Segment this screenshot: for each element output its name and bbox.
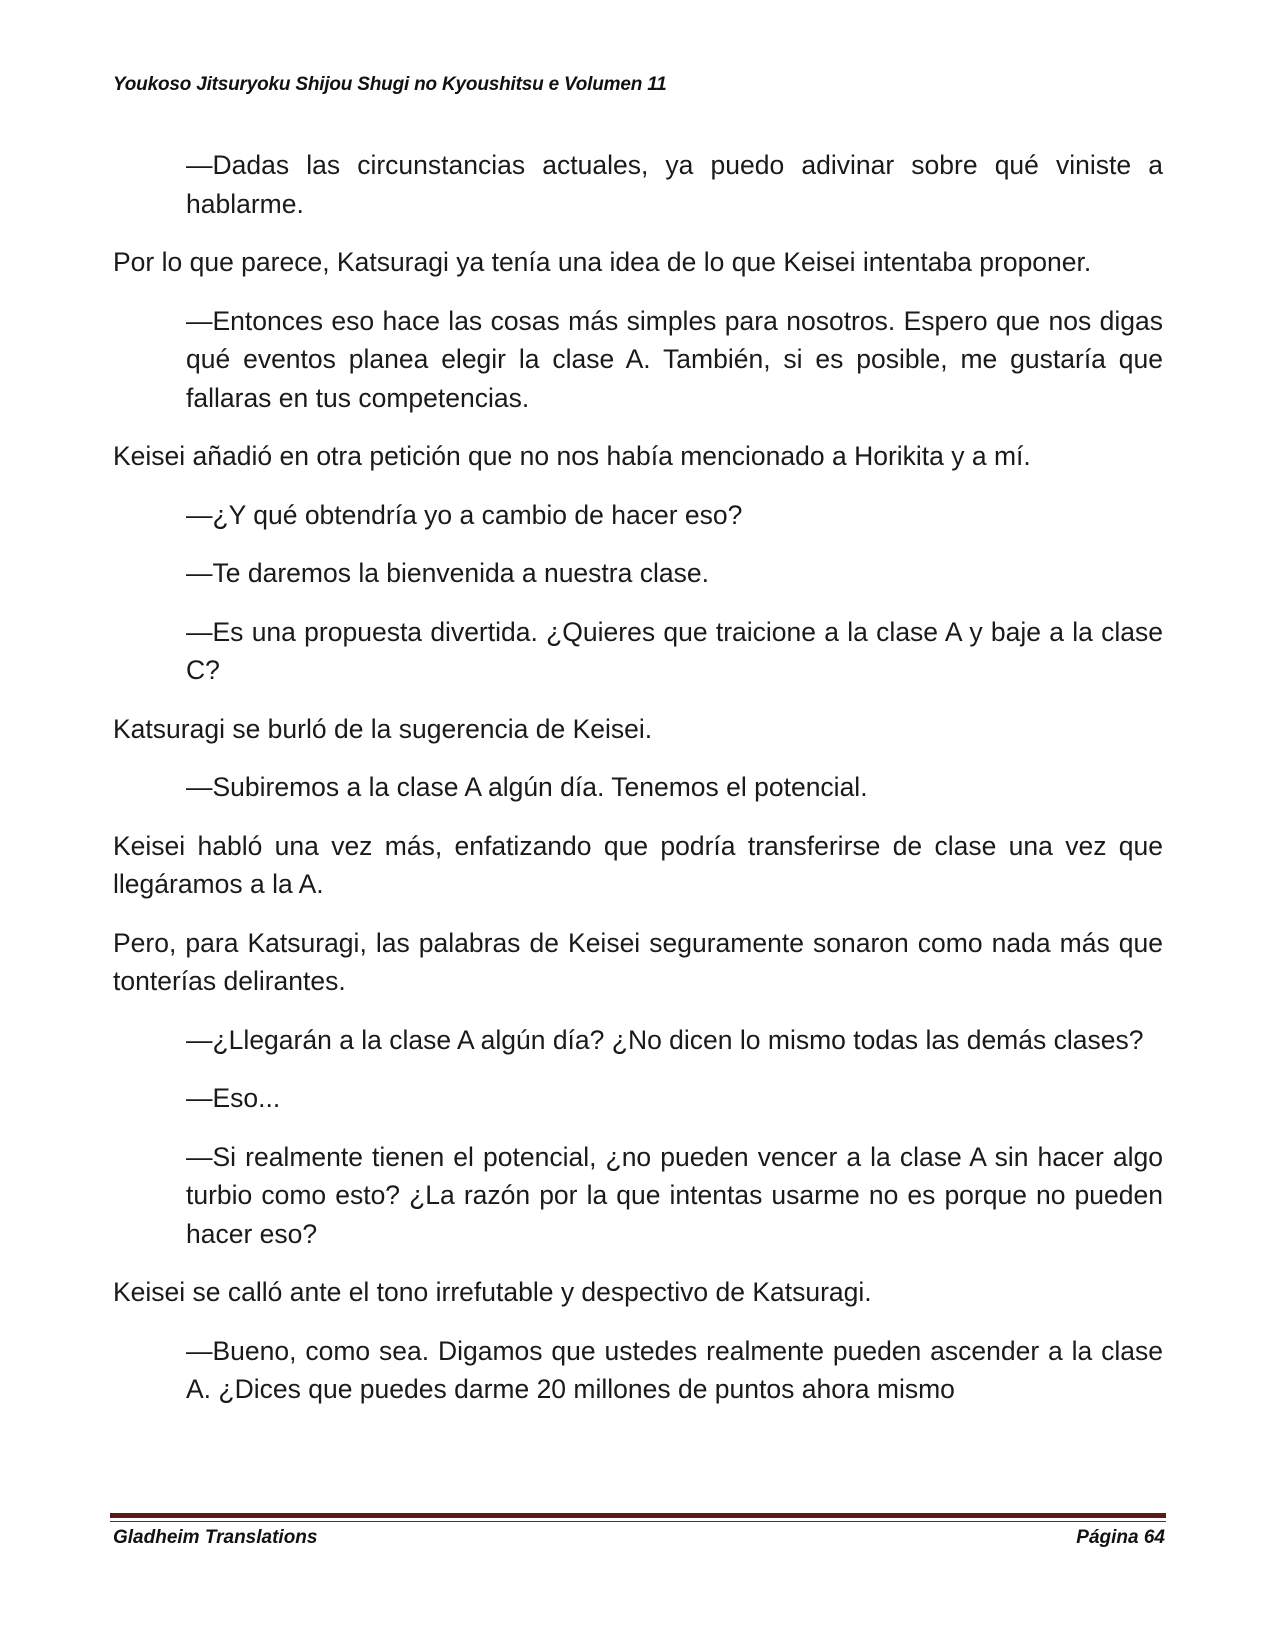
paragraph-dialogue: —¿Y qué obtendría yo a cambio de hacer eso? — [186, 499, 743, 530]
paragraph: Katsuragi se burló de la sugerencia de Keisei. — [113, 713, 653, 744]
paragraph-dialogue: —Es una propuesta divertida. ¿Quieres que traicione a la clase A y baje a la clase C? — [186, 616, 1163, 685]
footer-publisher: Gladheim Translations — [113, 1527, 318, 1548]
paragraph-dialogue: —Bueno, como sea. Digamos que ustedes realmente pueden ascender a la clase A. ¿Dices que puedes darme 20 millones de puntos ahora mismo — [186, 1335, 1163, 1404]
page-number: Página 64 — [1076, 1527, 1165, 1548]
paragraph-dialogue: —Si realmente tienen el potencial, ¿no pueden vencer a la clase A sin hacer algo turbio como esto? ¿La razón por la que intentas usarme no es porque no pueden hacer eso? — [186, 1141, 1163, 1249]
paragraph-dialogue: —Te daremos la bienvenida a nuestra clase. — [186, 558, 709, 588]
running-header: Youkoso Jitsuryoku Shijou Shugi no Kyoushitsu e Volumen 11 — [113, 74, 667, 95]
paragraph: Keisei añadió en otra petición que no nos había mencionado a Horikita y a mí. — [113, 441, 1031, 471]
paragraph-dialogue: —Subiremos a la clase A algún día. Tenemos el potencial. — [186, 772, 868, 802]
paragraph-dialogue: —Dadas las circunstancias actuales, ya puedo adivinar sobre qué viniste a hablarme. — [186, 150, 1163, 219]
paragraph-dialogue: —Entonces eso hace las cosas más simples para nosotros. Espero que nos digas qué eventos planea elegir la clase A. También, si es posible, me gustaría que fallaras en tus competencias. — [186, 305, 1163, 413]
footer-rule — [110, 1513, 1166, 1518]
paragraph-dialogue: —¿Llegarán a la clase A algún día? ¿No dicen lo mismo todas las demás clases? — [186, 1024, 1144, 1055]
paragraph: Pero, para Katsuragi, las palabras de Keisei seguramente sonaron como nada más que tonterías delirantes. — [113, 927, 1163, 996]
paragraph: Keisei se calló ante el tono irrefutable y despectivo de Katsuragi. — [113, 1277, 872, 1307]
footer-rule-thin — [110, 1521, 1166, 1522]
paragraph: Keisei habló una vez más, enfatizando que podría transferirse de clase una vez que llegáramos a la A. — [113, 830, 1163, 899]
paragraph-dialogue: —Eso... — [186, 1083, 281, 1113]
paragraph: Por lo que parece, Katsuragi ya tenía una idea de lo que Keisei intentaba proponer. — [113, 247, 1092, 277]
page-body — [113, 146, 1163, 1429]
